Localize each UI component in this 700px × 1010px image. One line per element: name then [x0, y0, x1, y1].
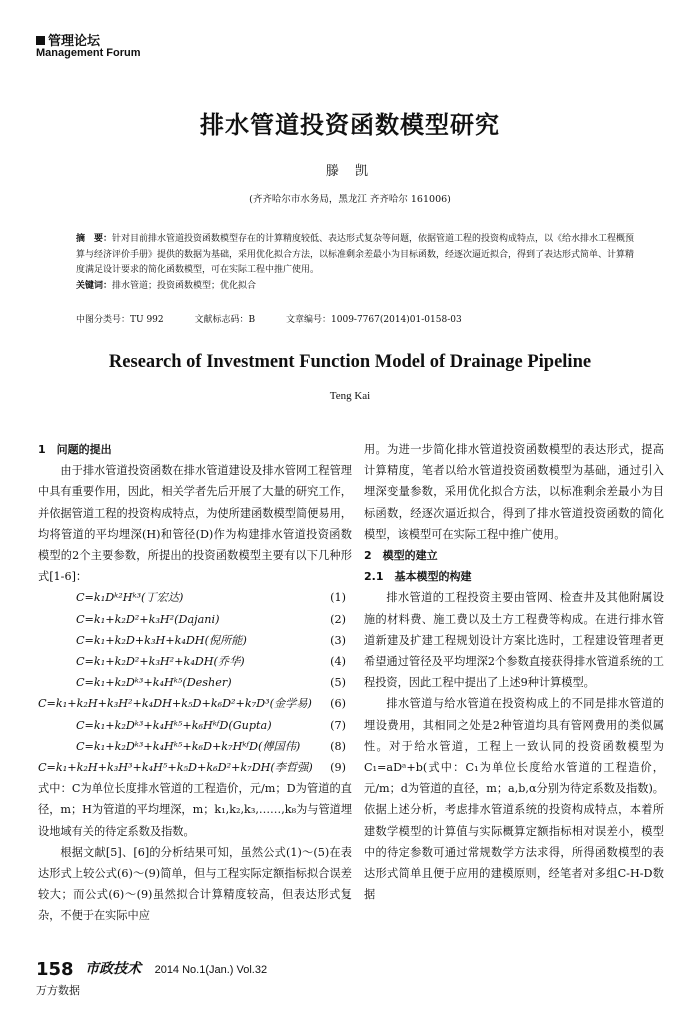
formula-8: C=k₁+k₂Dᵏ³+k₄Hᵏ⁵+k₆D+k₇HᵏᶠD(傅国伟) (8): [76, 739, 346, 753]
paper-title-en: Research of Investment Function Model of Drainage Pipeline: [108, 352, 592, 372]
section-heading-2-1: 2.1 基本模型的构建: [364, 570, 472, 584]
page-number: 158: [36, 959, 74, 980]
paragraph: 根据文献[5]、[6]的分析结果可知，虽然公式(1)～(5)在表达形式上较公式(6)～(9)简单，但与工程实际定额指标拟合误差较大；而公式(6)～(9)虽然拟合计算精度较高，但表达形式复杂，不便于在实际中应: [38, 845, 352, 923]
right-column: [364, 439, 664, 905]
formula-6: C=k₁+k₂H+k₃H²+k₄DH+k₅D+k₆D²+k₇D³(金学易) (6): [38, 697, 346, 711]
section-heading-2: 2 模型的建立: [364, 549, 438, 563]
square-bullet-icon: [36, 36, 45, 45]
paragraph: 式中：C为单位长度排水管道的工程造价，元/m；D为管道的直径，m；H为管道的平均埋深，m；k₁,k₂,k₃,……,k₈为与管道埋设地域有关的待定系数及指数。: [38, 782, 353, 838]
formula-5: C=k₁+k₂Dᵏ³+k₄Hᵏ⁵(Desher) (5): [76, 676, 346, 690]
paragraph: 由于排水管道投资函数在排水管道建设及排水管网工程管理中具有重要作用，因此，相关学者先后开展了大量的研究工作，并依据管道工程的投资构成特点，为使所建函数模型简便易用，均将管道的平均埋深(H)和管径(D)作为构建排水管道投资函数模型的2个主要参数，所提出的投资函数模型主要有以下几种形式[1-6]：: [38, 464, 352, 584]
section-header-cn: 管理论坛: [36, 30, 100, 49]
source-watermark: 万方数据: [36, 984, 80, 997]
issue-info: 2014 No.1(Jan.) Vol.32: [154, 964, 268, 976]
formula-3: C=k₁+k₂D+k₃H+k₄DH(倪所能) (3): [76, 633, 346, 647]
author-cn: 滕 凯: [325, 164, 375, 179]
affiliation-cn: (齐齐哈尔市水务局，黑龙江 齐齐哈尔 161006): [249, 194, 451, 205]
article-number: 文章编号：1009-7767(2014)01-0158-03: [286, 315, 462, 325]
section-heading-1: 1 问题的提出: [38, 443, 112, 456]
journal-name: 市政技术: [85, 961, 142, 977]
paragraph: 排水管道的工程投资主要由管网、检查井及其他附属设施的材料费、施工费以及土方工程费等构成。在进行排水管道新建及扩建工程规划设计方案比选时，工程建设管理者更希望通过管径及平均埋深2个参数直接获得排水管道系统的工程投资，因此工程中提出了上述9种计算模型。: [364, 591, 664, 690]
document-code: 文献标志码：B: [194, 315, 256, 325]
abstract-text: 针对目前排水管道投资函数模型存在的计算精度较低、表达形式复杂等问题，依据管道工程的投资构成特点，以《给水排水工程概预算与经济评价手册》提供的数据为基础，采用优化拟合方法，以标准剩余差最小为目标函数，经逐次逼近拟合，得到了表达形式简单、计算精度满足设计要求的简化函数模型，可在实际工程中推广使用。: [76, 234, 635, 275]
formula-4: C=k₁+k₂D²+k₃H²+k₄DH(乔华) (4): [76, 655, 346, 669]
formula-9: C=k₁+k₂H+k₃H³+k₄H⁵+k₅D+k₆D²+k₇DH(李哲强) (9): [38, 761, 346, 775]
paragraph: 排水管道与给水管道在投资构成上的不同是排水管道的埋设费用，其相同之处是2种管道均具有管网费用的类似属性。对于给水管道，工程上一致认同的投资函数模型为C₁=aDᵃ+b(式中：C₁为单位长度给水管道的工程造价，元/m；d为管道的直径，m；a,b,α分别为待定系数及指数)。依据上述分析，考虑排水管道系统的投资构成特点，本着所建数学模型的计算值与实际概算定额指标相对误差小，模型中的待定参数可通过常规数学方法求得，所得函数模型的表达形式简单且便于应用的建模原则，经笔者对多组C-H-D数据: [364, 697, 664, 902]
keywords-label: 关键词：: [76, 280, 113, 291]
abstract-block: [76, 232, 636, 294]
clc-code: 中图分类号：TU 992: [76, 315, 164, 325]
formula-2: C=k₁+k₂D²+k₃H²(Dajani) (2): [76, 612, 346, 626]
formula-7: C=k₁+k₂Dᵏ³+k₄Hᵏ⁵+k₆HᵏᶠD(Gupta) (7): [76, 718, 346, 732]
keywords-text: 排水管道；投资函数模型；优化拟合: [112, 280, 257, 291]
paper-title-cn: 排水管道投资函数模型研究: [200, 111, 500, 139]
page-footer: [36, 958, 267, 980]
abstract-label: 摘 要：: [76, 234, 113, 244]
author-en: Teng Kai: [329, 390, 371, 402]
left-column: [38, 439, 352, 927]
formula-1: C=k₁Dᵏ²Hᵏ³(丁宏达) (1): [76, 591, 346, 605]
classification-line: [76, 312, 636, 325]
section-header-en: Management Forum: [36, 47, 141, 59]
paragraph: 用。为进一步简化排水管道投资函数模型的表达形式，提高计算精度，笔者以给水管道投资函数模型为基础，通过引入埋深变量参数，采用优化拟合方法，以标准剩余差最小为目标函数，经逐次逼近拟合，得到了排水管道投资函数的简化模型，该模型可在实际工程中推广使用。: [364, 443, 664, 541]
